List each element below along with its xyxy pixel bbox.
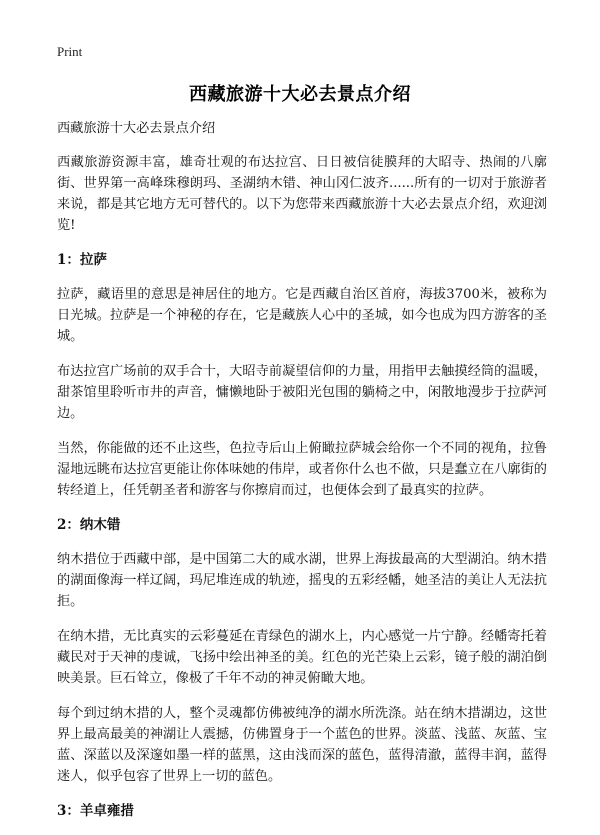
article-body <box>57 118 547 835</box>
paragraph: 拉萨，藏语里的意思是神居住的地方。它是西藏自治区首府，海拔3700米，被称为日光城。拉萨是一个神秘的存在，它是藏族人心中的圣城，如今也成为四方游客的圣城。 <box>57 287 547 344</box>
intro-paragraph: 西藏旅游资源丰富，雄奇壮观的布达拉宫、日日被信徒膜拜的大昭寺、热闹的八廓街、世界第一高峰珠穆朗玛、圣湖纳木错、神山冈仁波齐......所有的一切对于旅游者来说，都是其它地方无可替代的。以下为您带来西藏旅游十大必去景点介绍，欢迎浏览! <box>57 155 547 233</box>
section-heading-yamdrok: 3：羊卓雍措 <box>57 803 134 819</box>
paragraph: 布达拉宫广场前的双手合十，大昭寺前凝望信仰的力量，用指甲去触摸经筒的温暖，甜茶馆里聆听市井的声音，慵懒地卧于被阳光包围的躺椅之中，闲散地漫步于拉萨河边。 <box>57 364 547 421</box>
page-title: 西藏旅游十大必去景点介绍 <box>189 84 411 105</box>
paragraph: 每个到过纳木措的人，整个灵魂都仿佛被纯净的湖水所洗涤。站在纳木措湖边，这世界上最高最美的神湖让人震撼，仿佛置身于一个蓝色的世界。淡蓝、浅蓝、灰蓝、宝蓝、深蓝以及深邃如墨一样的蓝黑，这由浅而深的蓝色，蓝得清澈，蓝得丰润，蓝得迷人，似乎包容了世界上一切的蓝色。 <box>57 706 547 784</box>
paragraph: 纳木措位于西藏中部，是中国第二大的咸水湖，世界上海拔最高的大型湖泊。纳木措的湖面像海一样辽阔，玛尼堆连成的轨迹，摇曳的五彩经幡，她圣洁的美让人无法抗拒。 <box>57 552 547 609</box>
section-heading-namtso: 2：纳木错 <box>57 517 121 533</box>
article-subtitle: 西藏旅游十大必去景点介绍 <box>57 121 216 136</box>
section-heading-lhasa: 1：拉萨 <box>57 252 107 268</box>
print-link[interactable]: Print <box>57 44 83 59</box>
paragraph: 在纳木措，无比真实的云彩蔓延在青绿色的湖水上，内心感觉一片宁静。经幡寄托着藏民对于天神的虔诚，飞扬中绘出神圣的美。红色的光芒染上云彩，镜子般的湖泊倒映美景。巨石耸立，像极了千年不动的神灵俯瞰大地。 <box>57 629 547 686</box>
paragraph: 当然，你能做的还不止这些，色拉寺后山上俯瞰拉萨城会给你一个不同的视角，拉鲁湿地远眺布达拉宫更能让你体味她的伟岸，或者你什么也不做，只是蠢立在八廓街的转经道上，任凭朝圣者和游客与你擦肩而过，也便体会到了最真实的拉萨。 <box>57 441 547 498</box>
